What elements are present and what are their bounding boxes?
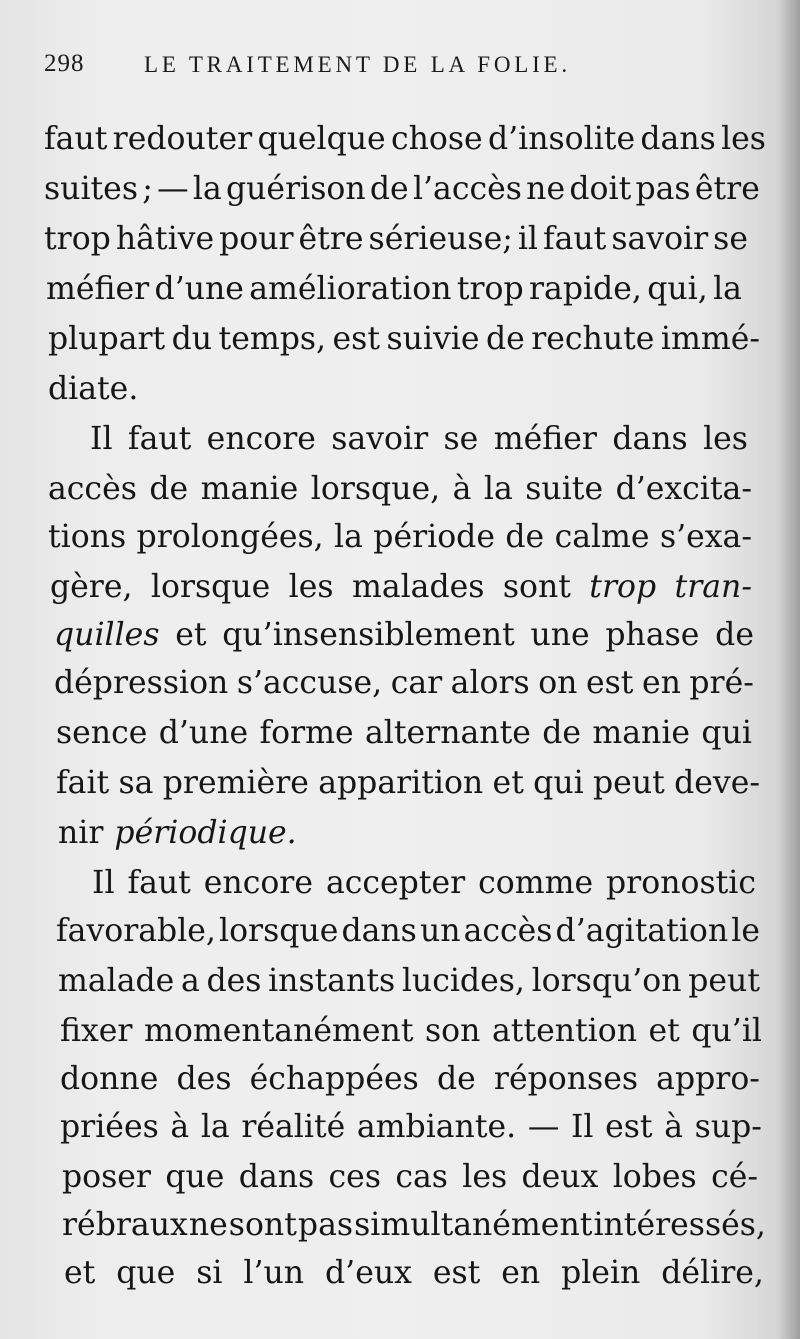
word: apparition — [318, 765, 484, 801]
word: deve- — [674, 765, 760, 801]
word: et — [648, 1013, 680, 1049]
text-line — [56, 762, 760, 804]
word: accès — [48, 471, 137, 507]
word: à — [664, 1109, 684, 1145]
word: sérieuse; — [368, 221, 513, 257]
word: car — [390, 665, 443, 701]
word: tran- — [674, 569, 752, 605]
word: simultanément — [354, 1207, 593, 1243]
word: gère, — [50, 569, 133, 605]
word: lorsque — [150, 569, 271, 605]
word: s’exa- — [659, 519, 752, 555]
word: il — [517, 221, 538, 257]
word: doit — [569, 171, 632, 207]
word: savoir — [331, 421, 429, 457]
word: ne — [188, 1207, 228, 1243]
word: deux — [521, 1159, 599, 1195]
word: guérison — [225, 171, 366, 207]
word: lorsque, — [310, 471, 441, 507]
word: sa — [118, 765, 154, 801]
text-line — [60, 1058, 760, 1100]
word: l’un — [243, 1255, 305, 1291]
word: de — [485, 321, 525, 357]
word: rébraux — [62, 1207, 188, 1243]
word: son — [425, 1013, 481, 1049]
word: de — [505, 519, 545, 555]
word: ambiante. — [356, 1109, 517, 1145]
word: amélioration — [249, 271, 452, 307]
text-line — [64, 1252, 764, 1294]
word: on — [538, 665, 578, 701]
word: et — [492, 765, 524, 801]
text-line — [60, 1106, 762, 1148]
word: calme — [554, 519, 650, 555]
text-line — [62, 1156, 758, 1198]
text-line — [48, 368, 150, 410]
word: trop — [44, 221, 111, 257]
word: fait — [56, 765, 110, 801]
word: de — [436, 1061, 476, 1097]
word: délire, — [661, 1255, 764, 1291]
text-line — [50, 566, 752, 608]
word: que — [116, 1255, 176, 1291]
word: quilles — [54, 617, 160, 653]
word: manie — [200, 471, 299, 507]
word: qu’il — [691, 1013, 762, 1049]
word: les — [703, 421, 748, 457]
word: temps, — [218, 321, 327, 357]
word: d’insolite — [487, 121, 636, 157]
word: et — [175, 617, 207, 653]
text-line — [56, 712, 752, 754]
word: momentanément — [144, 1013, 414, 1049]
word: alors — [450, 665, 530, 701]
word: nir — [58, 815, 104, 851]
word: diate. — [48, 371, 139, 407]
word: malades — [351, 569, 485, 605]
text-line — [48, 318, 760, 360]
word: phase — [605, 617, 700, 653]
text-line — [48, 516, 752, 558]
word: hâtive — [115, 221, 215, 257]
word: d’eux — [325, 1255, 412, 1291]
word: savoir — [611, 221, 709, 257]
word: réalité — [241, 1109, 346, 1145]
word: attention — [491, 1013, 637, 1049]
word: et — [64, 1255, 96, 1291]
word: d’une — [154, 271, 244, 307]
word: pour — [219, 221, 294, 257]
word: de — [715, 617, 754, 653]
word: — — [157, 171, 189, 207]
word: la — [334, 519, 363, 555]
word: sence — [56, 715, 148, 751]
word: la — [713, 271, 742, 307]
word: Il — [92, 865, 115, 901]
word: que — [165, 1159, 225, 1195]
word: quelque — [257, 121, 386, 157]
word: poser — [62, 1159, 151, 1195]
word: instants — [268, 963, 396, 999]
word: des — [176, 1061, 232, 1097]
word: lorsqu’on — [531, 963, 682, 999]
word: peut — [688, 963, 760, 999]
word: première — [162, 765, 309, 801]
word: lorsque — [219, 913, 339, 949]
word: trop — [589, 569, 657, 605]
text-line — [54, 614, 754, 656]
word: méfier — [46, 271, 150, 307]
word: comme — [478, 865, 594, 901]
word: réponses — [493, 1061, 639, 1097]
running-head: LE TRAITEMENT DE LA FOLIE. — [144, 52, 571, 77]
word: une — [530, 617, 590, 653]
page-number: 298 — [44, 50, 85, 77]
text-line — [54, 662, 754, 704]
word: des — [206, 963, 262, 999]
word: suites — [44, 171, 138, 207]
text-line — [58, 812, 297, 854]
word: les — [462, 1159, 508, 1195]
word: faut — [127, 421, 192, 457]
word: malade — [58, 963, 175, 999]
word: fixer — [60, 1013, 133, 1049]
word: être — [298, 221, 364, 257]
word: de — [369, 171, 409, 207]
word: se — [713, 221, 748, 257]
word: dans — [612, 421, 688, 457]
text-line — [46, 268, 742, 310]
word: suite — [525, 471, 604, 507]
word: dans — [341, 913, 417, 949]
word: en — [641, 665, 681, 701]
word: rapide, — [528, 271, 642, 307]
word: pronostic — [606, 865, 756, 901]
word: à — [452, 471, 472, 507]
word: qu’insensiblement — [222, 617, 515, 653]
word: s’accuse, — [236, 665, 383, 701]
word: Il — [570, 1109, 594, 1145]
word: d’agitation — [555, 913, 729, 949]
word: tions — [48, 519, 127, 555]
text-line — [58, 960, 760, 1002]
word: d’une — [158, 715, 249, 751]
word: encore — [206, 421, 316, 457]
word: qui, — [647, 271, 708, 307]
word: prolongées, — [136, 519, 324, 555]
word: ; — [142, 171, 153, 207]
word: d’excita- — [615, 471, 752, 507]
word: sont — [228, 1207, 297, 1243]
word: si — [196, 1255, 223, 1291]
word: la — [483, 471, 513, 507]
word: redouter — [112, 121, 253, 157]
word: trop — [456, 271, 524, 307]
word: échappées — [249, 1061, 419, 1097]
word: accès — [463, 913, 553, 949]
word: la — [200, 1109, 230, 1145]
word: rechute — [531, 321, 655, 357]
word: dépression — [54, 665, 229, 701]
word: les — [721, 121, 766, 157]
word: les — [288, 569, 334, 605]
word: ne — [526, 171, 566, 207]
word: encore — [203, 865, 314, 901]
text-line — [92, 862, 756, 904]
word: méfier — [493, 421, 597, 457]
word: de — [542, 715, 582, 751]
text-line — [90, 418, 748, 460]
word: ces — [328, 1159, 381, 1195]
word: sup- — [694, 1109, 762, 1145]
word: un — [419, 913, 461, 949]
word: cé- — [711, 1159, 758, 1195]
word: périodique. — [114, 815, 297, 851]
word: faut — [127, 865, 191, 901]
word: forme — [259, 715, 354, 751]
word: la — [192, 171, 222, 207]
word: lobes — [612, 1159, 697, 1195]
word: sont — [502, 569, 571, 605]
word: pré- — [689, 665, 754, 701]
text-line — [56, 910, 760, 952]
word: dans — [238, 1159, 315, 1195]
word: faut — [44, 121, 108, 157]
word: le — [731, 913, 760, 949]
text-line — [44, 218, 748, 260]
word: immé- — [660, 321, 760, 357]
word: faut — [542, 221, 607, 257]
word: alternante — [365, 715, 531, 751]
text-line — [60, 1010, 762, 1052]
word: suivie — [386, 321, 480, 357]
word: cas — [395, 1159, 448, 1195]
word: période — [373, 519, 495, 555]
text-line — [48, 468, 752, 510]
word: a — [180, 963, 200, 999]
word: favorable, — [56, 913, 216, 949]
word: est — [605, 1109, 653, 1145]
word: est — [332, 321, 380, 357]
word: qui — [701, 715, 752, 751]
word: plein — [561, 1255, 641, 1291]
word: manie — [592, 715, 691, 751]
word: peut — [593, 765, 665, 801]
word: est — [585, 665, 634, 701]
word: être — [694, 171, 760, 207]
word: de — [149, 471, 189, 507]
word: en — [501, 1255, 541, 1291]
word: l’accès — [412, 171, 522, 207]
word: se — [443, 421, 479, 457]
text-line — [62, 1204, 766, 1246]
word: dans — [640, 121, 716, 157]
text-line — [44, 168, 760, 210]
word: pas — [297, 1207, 354, 1243]
text-line — [44, 118, 766, 160]
word: priées — [60, 1109, 159, 1145]
word: du — [171, 321, 213, 357]
word: Il — [90, 421, 113, 457]
word: — — [527, 1109, 560, 1145]
word: chose — [390, 121, 483, 157]
word: est — [432, 1255, 481, 1291]
word: lucides, — [401, 963, 525, 999]
word: accepter — [325, 865, 466, 901]
word: qui — [533, 765, 584, 801]
word: à — [170, 1109, 190, 1145]
word: plupart — [48, 321, 166, 357]
word: intéressés, — [593, 1207, 766, 1243]
word: pas — [635, 171, 691, 207]
word: appro- — [656, 1061, 760, 1097]
word: donne — [60, 1061, 159, 1097]
